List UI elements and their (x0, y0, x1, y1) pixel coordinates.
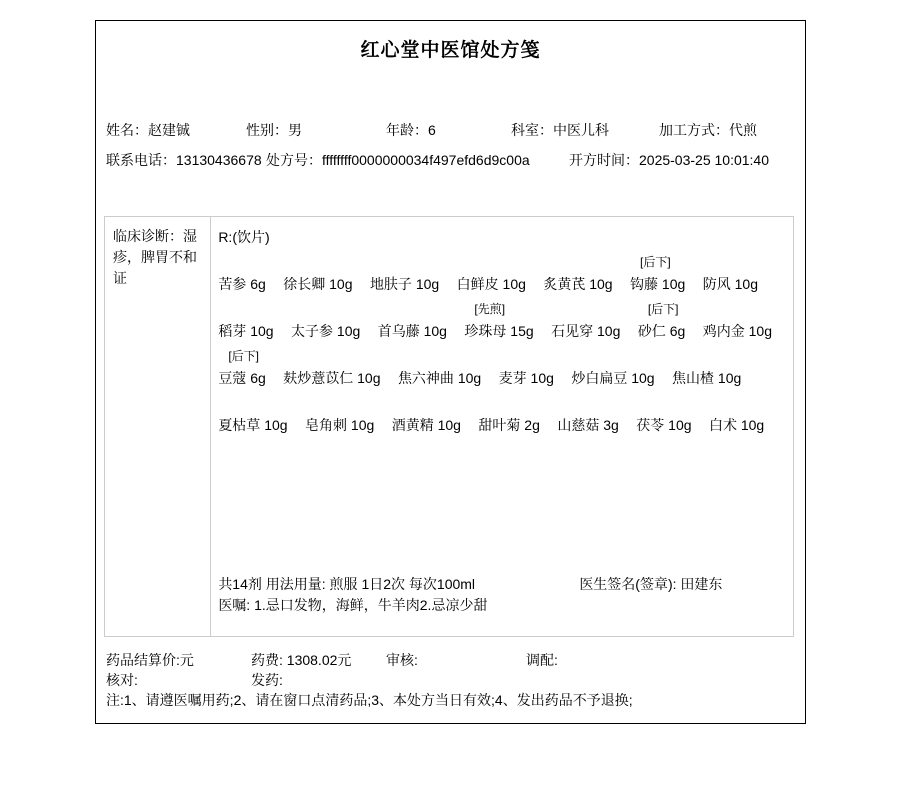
herb-decoction-tag (218, 300, 273, 319)
herb-decoction-tag (478, 394, 539, 413)
herb-item (218, 300, 273, 344)
herb-item (218, 253, 265, 297)
herb-item (636, 394, 691, 438)
herb-name-dose: 防风 10g (702, 276, 758, 292)
herb-decoction-tag (218, 253, 265, 272)
herb-item (305, 394, 374, 438)
herb-decoction-tag (457, 253, 526, 272)
rx-time-value: 2025-03-25 10:01:40 (639, 152, 769, 168)
herb-decoction-tag: [后下] (647, 302, 679, 316)
herb-name-dose: 麦芽 10g (498, 370, 554, 386)
herb-name-dose: 苦参 6g (218, 276, 266, 292)
herb-line (218, 300, 785, 344)
herb-item (392, 394, 461, 438)
herb-decoction-tag: [先煎] (474, 302, 506, 316)
herb-name-dose: 酒黄精 10g (391, 417, 461, 433)
check-field: 核对: (106, 672, 138, 688)
rx-content-panel (211, 217, 793, 636)
herb-item (370, 253, 439, 297)
herb-name-dose: 太子参 10g (291, 323, 361, 339)
department-label: 科室： (511, 122, 553, 138)
rx-number-label: 处方号： (266, 152, 322, 168)
herb-name-dose: 夏枯草 10g (218, 417, 288, 433)
patient-age-label: 年龄： (386, 122, 428, 138)
herb-item (672, 347, 741, 391)
herb-name-dose: 焦六神曲 10g (397, 370, 482, 386)
fee-field (251, 651, 351, 669)
phone-value: 13130436678 (176, 152, 262, 168)
herb-name-dose: 山慈菇 3g (557, 417, 619, 433)
herb-item (630, 253, 685, 297)
herb-name-dose: 麸炒薏苡仁 10g (283, 370, 381, 386)
herb-decoction-tag (557, 394, 618, 413)
diagnosis-value: 湿疹，脾胃不和证 (113, 228, 197, 286)
herb-name-dose: 首乌藤 10g (377, 323, 447, 339)
herb-name-dose: 稻芽 10g (218, 323, 274, 339)
herb-name-dose: 炒白扁豆 10g (571, 370, 655, 386)
herb-name-dose: 炙黄芪 10g (543, 276, 613, 292)
herb-item (638, 300, 685, 344)
herb-item (557, 394, 618, 438)
herb-item (398, 347, 481, 391)
herb-item (703, 253, 758, 297)
doctor-signature: 医生签名(签章): 田建东 (579, 576, 723, 592)
fee-label: 药费: (251, 652, 287, 668)
herb-item (218, 394, 287, 438)
herb-name-dose: 茯苓 10g (636, 417, 692, 433)
rx-number-field (266, 151, 530, 169)
dose-usage-text: 共14剂 用法用量: 煎服 1日2次 每次100ml (218, 576, 476, 592)
department-value: 中医儿科 (553, 122, 609, 138)
herb-name-dose: 鸡内金 10g (702, 323, 772, 339)
processing-method-field (659, 121, 757, 139)
herb-decoction-tag (703, 300, 772, 319)
herb-name-dose: 白鲜皮 10g (456, 276, 526, 292)
herb-decoction-tag (283, 347, 380, 366)
patient-gender-label: 性别： (246, 122, 288, 138)
issue-field: 发药: (251, 672, 283, 688)
herb-decoction-tag (398, 347, 481, 366)
herb-decoction-tag (551, 300, 620, 319)
herb-name-dose: 地肤子 10g (369, 276, 440, 292)
usage-row (218, 574, 785, 595)
page-title: 红心堂中医馆处方笺 (360, 40, 541, 61)
herb-decoction-tag: [后下] (228, 349, 259, 363)
herb-item (571, 347, 654, 391)
rx-number-value: ffffffff0000000034f497efd6d9c00a (322, 152, 530, 168)
herb-name-dose: 甜叶菊 2g (478, 417, 540, 433)
herb-decoction-tag (571, 347, 654, 366)
prescription-sheet (95, 20, 806, 724)
patient-name-field (106, 121, 190, 139)
herb-name-dose: 焦山楂 10g (672, 370, 742, 386)
rx-header: R:(饮片) (218, 229, 270, 245)
herb-line (218, 347, 785, 391)
phone-label: 联系电话： (106, 152, 176, 168)
herb-line (218, 394, 785, 438)
prescription-box (104, 216, 794, 637)
diagnosis-panel (105, 217, 211, 636)
settle-price-field: 药品结算价:元 (106, 652, 194, 668)
herb-item (709, 394, 764, 438)
herb-item (499, 347, 554, 391)
herb-decoction-tag (499, 347, 554, 366)
herb-decoction-tag (218, 394, 287, 413)
herb-name-dose: 豆蔻 6g (218, 370, 266, 386)
herb-item (291, 300, 360, 344)
herb-decoction-tag (703, 253, 758, 272)
herb-decoction-tag (709, 394, 764, 413)
herb-decoction-tag (283, 253, 352, 272)
herb-decoction-tag (305, 394, 374, 413)
herb-item (378, 300, 447, 344)
herb-item (457, 253, 526, 297)
herb-name-dose: 钩藤 10g (630, 276, 686, 292)
patient-age-value: 6 (428, 122, 436, 138)
medical-advice: 医嘱: 1.忌口发物，海鲜，牛羊肉2.忌凉少甜 (218, 597, 488, 613)
herb-name-dose: 皂角刺 10g (305, 417, 375, 433)
herb-item (543, 253, 612, 297)
herb-line (218, 253, 785, 297)
herb-item (464, 300, 533, 344)
herb-name-dose: 徐长卿 10g (283, 276, 353, 292)
herb-decoction-tag (672, 347, 741, 366)
department-field (511, 121, 609, 139)
herb-decoction-tag (378, 300, 447, 319)
patient-name-label: 姓名： (106, 122, 148, 138)
processing-method-label: 加工方式： (659, 122, 729, 138)
herb-item (283, 253, 352, 297)
diagnosis-label: 临床诊断： (113, 228, 183, 244)
review-field: 审核: (386, 652, 418, 668)
herb-item (478, 394, 539, 438)
fee-value: 1308.02元 (286, 652, 352, 668)
footer-note: 注:1、请遵医嘱用药;2、请在窗口点清药品;3、本处方当日有效;4、发出药品不予退换; (106, 692, 633, 708)
herb-decoction-tag (636, 394, 691, 413)
patient-gender-field (246, 121, 302, 139)
herb-item (218, 347, 265, 391)
herb-name-dose: 砂仁 6g (637, 323, 686, 339)
phone-field (106, 151, 262, 169)
patient-name-value: 赵建铖 (148, 122, 190, 138)
patient-gender-value: 男 (288, 122, 302, 138)
herb-decoction-tag (370, 253, 439, 272)
herb-item (551, 300, 620, 344)
herb-name-dose: 石见穿 10g (551, 323, 621, 339)
processing-method-value: 代煎 (729, 122, 757, 138)
herb-decoction-tag (291, 300, 360, 319)
herb-decoction-tag (392, 394, 461, 413)
patient-age-field (386, 121, 436, 139)
herb-item (283, 347, 380, 391)
herb-item (703, 300, 772, 344)
herb-name-dose: 珍珠母 15g (464, 323, 534, 339)
herb-name-dose: 白术 10g (708, 417, 765, 433)
dispense-field: 调配: (526, 652, 558, 668)
usage-block (218, 574, 785, 616)
herb-decoction-tag (543, 253, 612, 272)
herb-decoction-tag: [后下] (640, 255, 671, 269)
rx-time-field (569, 151, 769, 169)
rx-time-label: 开方时间： (569, 152, 639, 168)
